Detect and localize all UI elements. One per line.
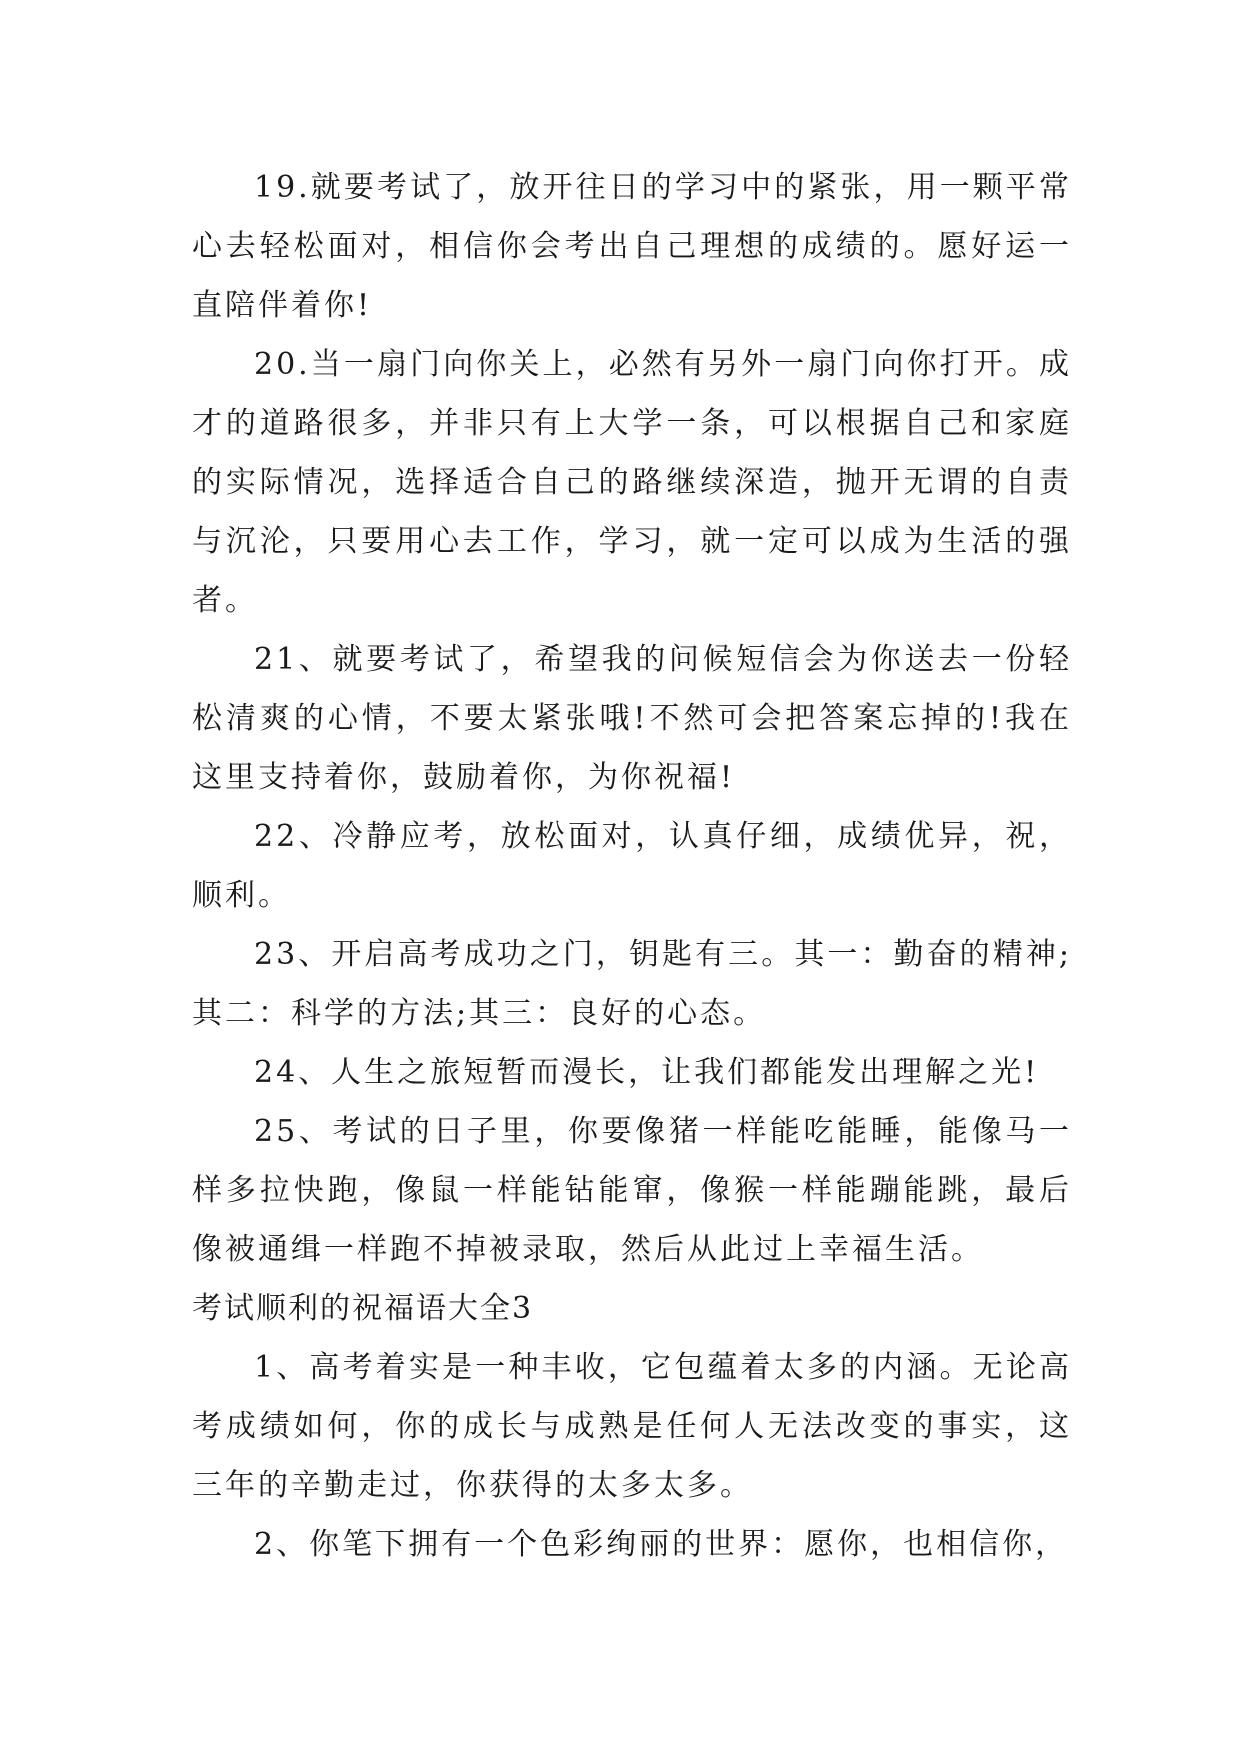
paragraph-section3-1: 1、高考着实是一种丰收，它包蕴着太多的内涵。无论高考成绩如何，你的成长与成熟是任何人无法改变的事实，这三年的辛勤走过，你获得的太多太多。 (192, 1350, 1072, 1503)
paragraph-22: 22、冷静应考，放松面对，认真仔细，成绩优异，祝，顺利。 (192, 819, 1072, 913)
section-heading: 考试顺利的祝福语大全3 (192, 1291, 534, 1326)
paragraph-19: 19.就要考试了，放开往日的学习中的紧张，用一颗平常心去轻松面对，相信你会考出自己理想的成绩的。愿好运一直陪伴着你! (192, 170, 1072, 323)
paragraph-23: 23、开启高考成功之门，钥匙有三。其一：勤奋的精神;其二：科学的方法;其三：良好的心态。 (192, 937, 1072, 1031)
document-body (192, 158, 1072, 1574)
paragraph-section3-2: 2、你笔下拥有一个色彩绚丽的世界：愿你，也相信你， (254, 1527, 1069, 1562)
paragraph-20: 20.当一扇门向你关上，必然有另外一扇门向你打开。成才的道路很多，并非只有上大学一条，可以根据自己和家庭的实际情况，选择适合自己的路继续深造，抛开无谓的自责与沉沦，只要用心去工作，学习，就一定可以成为生活的强者。 (192, 347, 1072, 618)
paragraph-24: 24、人生之旅短暂而漫长，让我们都能发出理解之光! (254, 1055, 1040, 1090)
paragraph-21: 21、就要考试了，希望我的问候短信会为你送去一份轻松清爽的心情，不要太紧张哦!不然可会把答案忘掉的!我在这里支持着你，鼓励着你，为你祝福! (192, 642, 1072, 795)
paragraph-25: 25、考试的日子里，你要像猪一样能吃能睡，能像马一样多拉快跑，像鼠一样能钻能窜，像猴一样能蹦能跳，最后像被通缉一样跑不掉被录取，然后从此过上幸福生活。 (192, 1114, 1072, 1267)
